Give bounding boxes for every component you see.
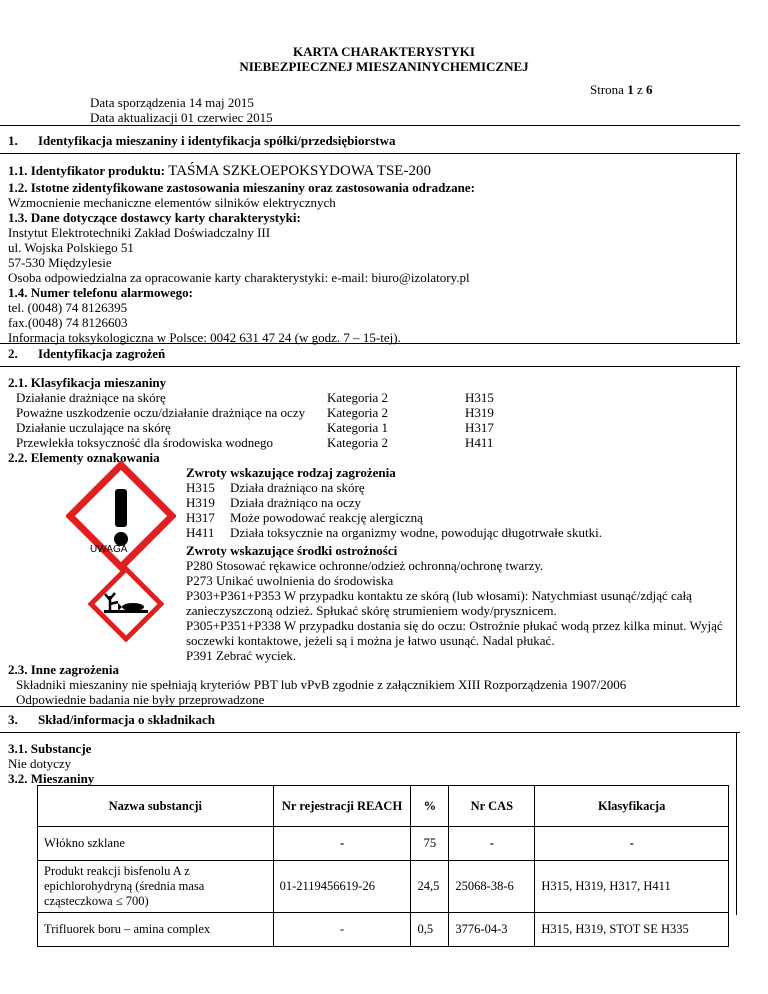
section-1-number: 1. xyxy=(8,133,18,148)
substances-text: Nie dotyczy xyxy=(8,756,72,771)
composition-table xyxy=(37,785,729,947)
precaution-line: P305+P351+P338 W przypadku dostania się do oczu: Ostrożnie płukać wodą przez kilka minut. Wyjąć xyxy=(186,618,723,633)
table-cell: - xyxy=(449,827,535,861)
table-cell: - xyxy=(535,827,729,861)
hazard-code: H317 xyxy=(186,510,215,525)
precaution-line: soczewki kontaktowe, jeżeli są i można je łatwo usunąć. Nadal płukać. xyxy=(186,633,555,648)
hazard-code: H319 xyxy=(186,495,215,510)
section-1-heading: Identyfikacja mieszaniny i identyfikacja spółki/przedsiębiorstwa xyxy=(38,133,396,148)
document-title: KARTA CHARAKTERYSTYKI xyxy=(293,44,475,59)
table-cell: - xyxy=(273,913,411,947)
class-category: Kategoria 2 xyxy=(327,405,389,420)
border-right xyxy=(736,732,737,915)
table-cell: 75 xyxy=(411,827,449,861)
label-elements-label: 2.2. Elementy oznakowania xyxy=(8,450,160,465)
table-cell: Włókno szklane xyxy=(38,827,274,861)
class-name: Działanie drażniące na skórę xyxy=(16,390,166,405)
precaution-line: P280 Stosować rękawice ochronne/odzież ochronną/ochronę twarzy. xyxy=(186,558,544,573)
emergency-line: Informacja toksykologiczna w Polsce: 0042 631 47 24 (w godz. 7 – 15-tej). xyxy=(8,330,401,345)
hazard-code: H411 xyxy=(186,525,215,540)
emergency-line: tel. (0048) 74 8126395 xyxy=(8,300,128,315)
section-2-heading: Identyfikacja zagrożeń xyxy=(38,346,166,361)
precaution-line: P391 Zebrać wyciek. xyxy=(186,648,297,663)
mixtures-label: 3.2. Mieszaniny xyxy=(8,771,95,786)
column-header: Nazwa substancji xyxy=(38,786,274,827)
table-cell: H315, H319, STOT SE H335 xyxy=(535,913,729,947)
product-name: TAŚMA SZKŁOEPOKSYDOWA TSE-200 xyxy=(168,163,431,179)
divider xyxy=(0,343,740,344)
divider xyxy=(0,706,740,707)
divider xyxy=(0,153,740,154)
class-code: H319 xyxy=(465,405,494,420)
column-header: Nr CAS xyxy=(449,786,535,827)
column-header: % xyxy=(411,786,449,827)
hazard-text: Działa drażniąco na skórę xyxy=(230,480,365,495)
table-cell: Trifluorek boru – amina complex xyxy=(38,913,274,947)
class-code: H315 xyxy=(465,390,494,405)
divider xyxy=(0,732,740,733)
precaution-line: P273 Unikać uwolnienia do środowiska xyxy=(186,573,394,588)
class-category: Kategoria 2 xyxy=(327,435,389,450)
table-cell: - xyxy=(273,827,411,861)
column-header: Klasyfikacja xyxy=(535,786,729,827)
signal-word: UWAGA xyxy=(90,544,128,555)
table-cell: H315, H319, H317, H411 xyxy=(535,861,729,913)
class-name: Działanie uczulające na skórę xyxy=(16,420,171,435)
hazard-text: Działa toksycznie na organizmy wodne, powodując długotrwałe skutki. xyxy=(230,525,602,540)
divider xyxy=(0,366,740,367)
table-cell: 3776-04-3 xyxy=(449,913,535,947)
divider xyxy=(0,125,740,126)
supplier-label: 1.3. Dane dotyczące dostawcy karty charakterystyki: xyxy=(8,210,301,225)
classification-label: 2.1. Klasyfikacja mieszaniny xyxy=(8,375,167,390)
precaution-line: P303+P361+P353 W przypadku kontaktu ze skórą (lub włosami): Natychmiast usunąć/zdjąć całą xyxy=(186,588,692,603)
class-code: H317 xyxy=(465,420,494,435)
table-row xyxy=(38,861,729,913)
section-2-number: 2. xyxy=(8,346,18,361)
document-subtitle: NIEBEZPIECZNEJ MIESZANINYCHEMICZNEJ xyxy=(239,59,529,74)
hazard-text: Może powodować reakcję alergiczną xyxy=(230,510,423,525)
supplier-line: Osoba odpowiedzialna za opracowanie karty charakterystyki: e-mail: biuro@izolatory.pl xyxy=(8,270,470,285)
table-cell: 24,5 xyxy=(411,861,449,913)
page-indicator: Strona 1 z 6 xyxy=(590,82,653,97)
column-header: Nr rejestracji REACH xyxy=(273,786,411,827)
class-category: Kategoria 1 xyxy=(327,420,389,435)
section-3-number: 3. xyxy=(8,712,18,727)
supplier-line: ul. Wojska Polskiego 51 xyxy=(8,240,134,255)
supplier-line: Instytut Elektrotechniki Zakład Doświadczalny III xyxy=(8,225,271,240)
class-code: H411 xyxy=(465,435,494,450)
border-right xyxy=(736,153,737,343)
hazard-code: H315 xyxy=(186,480,215,495)
date-updated: Data aktualizacji 01 czerwiec 2015 xyxy=(90,110,273,125)
table-header-row xyxy=(38,786,729,827)
class-name: Przewlekła toksyczność dla środowiska wodnego xyxy=(16,435,274,450)
precautionary-statements-title: Zwroty wskazujące środki ostrożności xyxy=(186,543,398,558)
other-hazards-label: 2.3. Inne zagrożenia xyxy=(8,662,119,677)
supplier-line: 57-530 Międzylesie xyxy=(8,255,112,270)
table-cell: 0,5 xyxy=(411,913,449,947)
table-cell: Produkt reakcji bisfenolu A z epichlorohydryną (średnia masa cząsteczkowa ≤ 700) xyxy=(38,861,274,913)
product-identifier: 1.1. Identyfikator produktu: TAŚMA SZKŁOEPOKSYDOWA TSE-200 xyxy=(8,163,431,179)
table-row xyxy=(38,827,729,861)
environment-pictogram-icon xyxy=(88,566,164,642)
hazard-statements-title: Zwroty wskazujące rodzaj zagrożenia xyxy=(186,465,396,480)
class-name: Poważne uszkodzenie oczu/działanie drażniące na oczy xyxy=(16,405,306,420)
class-category: Kategoria 2 xyxy=(327,390,389,405)
hazard-text: Działa drażniąco na oczy xyxy=(230,495,362,510)
uses-label: 1.2. Istotne zidentyfikowane zastosowania mieszaniny oraz zastosowania odradzane: xyxy=(8,180,475,195)
uses-text: Wzmocnienie mechaniczne elementów silników elektrycznych xyxy=(8,195,336,210)
border-right xyxy=(736,366,737,706)
date-created: Data sporządzenia 14 maj 2015 xyxy=(90,95,254,110)
other-hazards-line: Odpowiednie badania nie były przeprowadzone xyxy=(16,692,265,707)
other-hazards-line: Składniki mieszaniny nie spełniają kryteriów PBT lub vPvB zgodnie z załącznikiem XIII Rozporządzenia 1907/2006 xyxy=(16,677,627,692)
emergency-label: 1.4. Numer telefonu alarmowego: xyxy=(8,285,193,300)
emergency-line: fax.(0048) 74 8126603 xyxy=(8,315,128,330)
table-cell: 25068-38-6 xyxy=(449,861,535,913)
table-row xyxy=(38,913,729,947)
substances-label: 3.1. Substancje xyxy=(8,741,92,756)
section-3-heading: Skład/informacja o składnikach xyxy=(38,712,215,727)
precaution-line: zanieczyszczoną odzież. Spłukać skórę strumieniem wody/prysznicem. xyxy=(186,603,557,618)
table-cell: 01-2119456619-26 xyxy=(273,861,411,913)
